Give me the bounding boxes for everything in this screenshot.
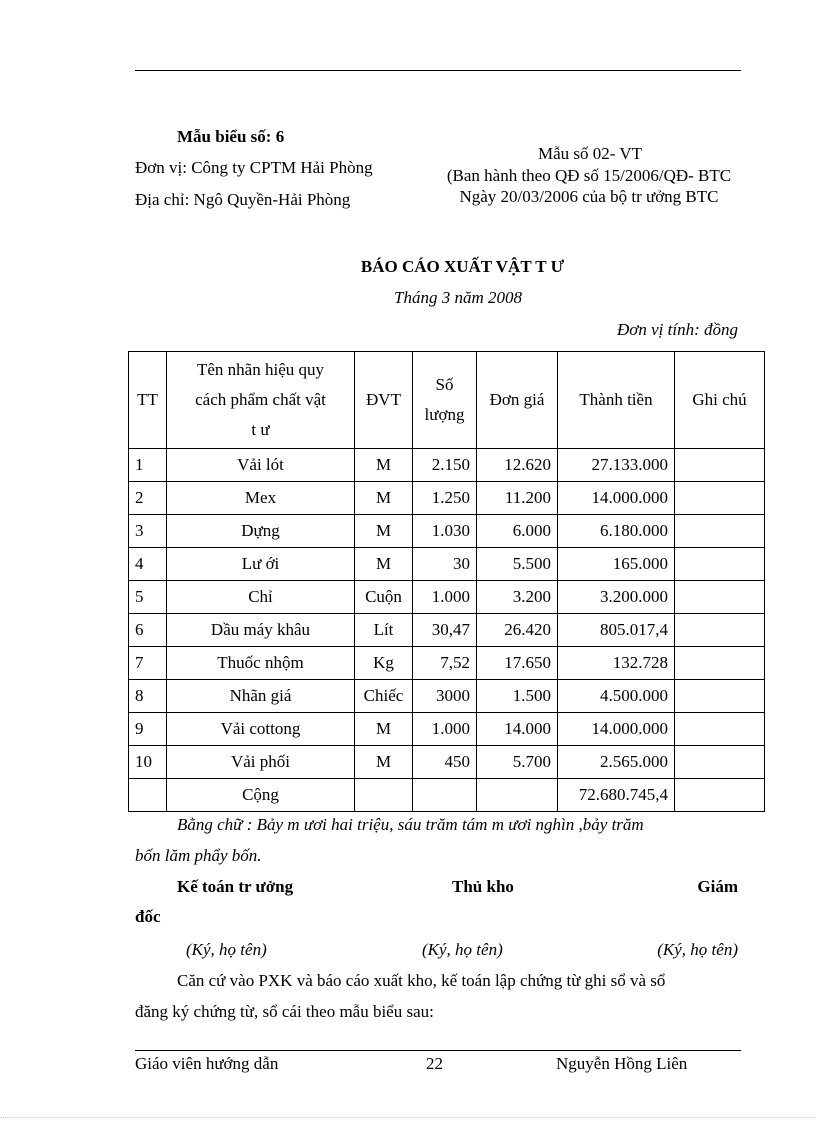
unit-line: Đơn vị: Công ty CPTM Hải Phòng xyxy=(135,158,373,177)
table-row xyxy=(129,647,765,680)
footer-author: Nguyễn Hồng Liên xyxy=(556,1054,688,1073)
cell-name: Lư ới xyxy=(167,548,355,581)
cell-note xyxy=(675,647,765,680)
cell-amount: 14.000.000 xyxy=(558,482,675,515)
cell-name: Dựng xyxy=(167,515,355,548)
cell-qty: 7,52 xyxy=(413,647,477,680)
total-amount: 72.680.745,4 xyxy=(558,779,675,812)
cell-amount: 14.000.000 xyxy=(558,713,675,746)
footer-page-number: 22 xyxy=(426,1054,443,1073)
table-row xyxy=(129,449,765,482)
cell-amount: 165.000 xyxy=(558,548,675,581)
cell-amount: 2.565.000 xyxy=(558,746,675,779)
cell-price: 5.500 xyxy=(477,548,558,581)
cell-note xyxy=(675,482,765,515)
cell-note xyxy=(675,515,765,548)
header-amount: Thành tiền xyxy=(558,352,675,449)
sign-note-2: (Ký, họ tên) xyxy=(422,940,503,959)
cell-qty: 450 xyxy=(413,746,477,779)
cell-name: Vải lót xyxy=(167,449,355,482)
cell-name: Vải cottong xyxy=(167,713,355,746)
cell-name: Chỉ xyxy=(167,581,355,614)
cell-qty: 3000 xyxy=(413,680,477,713)
cell-amount: 6.180.000 xyxy=(558,515,675,548)
header-tt: TT xyxy=(129,352,167,449)
cell-amount: 27.133.000 xyxy=(558,449,675,482)
header-name: Tên nhãn hiệu quy cách phẩm chất vật t ư xyxy=(167,352,355,449)
sign-note-3: (Ký, họ tên) xyxy=(657,940,738,959)
cell-unit: M xyxy=(355,548,413,581)
cell-tt: 1 xyxy=(129,449,167,482)
cell-note xyxy=(675,581,765,614)
cell-tt: 9 xyxy=(129,713,167,746)
total-empty-unit xyxy=(355,779,413,812)
cell-qty: 30 xyxy=(413,548,477,581)
cell-note xyxy=(675,680,765,713)
table-row xyxy=(129,713,765,746)
total-empty-tt xyxy=(129,779,167,812)
cell-price: 6.000 xyxy=(477,515,558,548)
chief-accountant-label: Kế toán tr ưởng xyxy=(177,877,294,896)
cell-price: 1.500 xyxy=(477,680,558,713)
total-empty-note xyxy=(675,779,765,812)
paragraph-line-2: đăng ký chứng từ, sổ cái theo mẫu biểu sau: xyxy=(135,1002,434,1021)
header-qty: Số lượng xyxy=(413,352,477,449)
form-title: Mẫu biểu số: 6 xyxy=(177,127,285,146)
report-period: Tháng 3 năm 2008 xyxy=(394,288,522,307)
cell-unit: M xyxy=(355,713,413,746)
cell-price: 17.650 xyxy=(477,647,558,680)
decree-line-2: Ngày 20/03/2006 của bộ tr ưởng BTC xyxy=(459,187,719,206)
cell-amount: 805.017,4 xyxy=(558,614,675,647)
cell-name: Dầu máy khâu xyxy=(167,614,355,647)
sign-note-1: (Ký, họ tên) xyxy=(186,940,267,959)
cell-tt: 7 xyxy=(129,647,167,680)
table-row xyxy=(129,680,765,713)
cell-price: 5.700 xyxy=(477,746,558,779)
cell-unit: Chiếc xyxy=(355,680,413,713)
total-empty-price xyxy=(477,779,558,812)
cell-note xyxy=(675,548,765,581)
paragraph-line-1: Căn cứ vào PXK và báo cáo xuất kho, kế toán lập chứng từ ghi sổ và sổ xyxy=(177,971,666,990)
report-title: BÁO CÁO XUẤT VẬT T Ư xyxy=(360,257,565,276)
table-row xyxy=(129,614,765,647)
cell-tt: 10 xyxy=(129,746,167,779)
header-price: Đơn giá xyxy=(477,352,558,449)
cell-qty: 1.000 xyxy=(413,581,477,614)
cell-unit: Kg xyxy=(355,647,413,680)
header-note: Ghi chú xyxy=(675,352,765,449)
director-label-1: Giám xyxy=(697,877,738,896)
director-label-2: đốc xyxy=(135,907,161,926)
form-number: Mẫu số 02- VT xyxy=(537,144,643,163)
cell-price: 14.000 xyxy=(477,713,558,746)
currency-unit: Đơn vị tính: đồng xyxy=(617,320,738,339)
cell-note xyxy=(675,746,765,779)
cell-amount: 132.728 xyxy=(558,647,675,680)
cell-name: Mex xyxy=(167,482,355,515)
table-row xyxy=(129,581,765,614)
table-header-row xyxy=(129,352,765,449)
total-empty-qty xyxy=(413,779,477,812)
cell-tt: 5 xyxy=(129,581,167,614)
cell-price: 11.200 xyxy=(477,482,558,515)
cell-unit: M xyxy=(355,482,413,515)
cell-qty: 1.250 xyxy=(413,482,477,515)
cell-qty: 30,47 xyxy=(413,614,477,647)
cell-note xyxy=(675,449,765,482)
cell-tt: 3 xyxy=(129,515,167,548)
cell-qty: 1.030 xyxy=(413,515,477,548)
cell-unit: Lít xyxy=(355,614,413,647)
total-row xyxy=(129,779,765,812)
cell-unit: Cuộn xyxy=(355,581,413,614)
material-report-table xyxy=(128,351,765,812)
cell-note xyxy=(675,713,765,746)
table-row xyxy=(129,548,765,581)
cell-unit: M xyxy=(355,515,413,548)
cell-qty: 2.150 xyxy=(413,449,477,482)
cell-unit: M xyxy=(355,746,413,779)
cell-amount: 3.200.000 xyxy=(558,581,675,614)
cell-price: 3.200 xyxy=(477,581,558,614)
table-row xyxy=(129,482,765,515)
address-line: Địa chỉ: Ngô Quyền-Hải Phòng xyxy=(135,190,351,209)
cell-name: Thuốc nhộm xyxy=(167,647,355,680)
storekeeper-label: Thủ kho xyxy=(452,877,514,896)
decree-line-1: (Ban hành theo QĐ số 15/2006/QĐ- BTC xyxy=(446,166,732,185)
cell-amount: 4.500.000 xyxy=(558,680,675,713)
cell-tt: 4 xyxy=(129,548,167,581)
header-rule xyxy=(135,70,741,71)
table-row xyxy=(129,515,765,548)
footer-rule xyxy=(135,1050,741,1051)
cell-tt: 6 xyxy=(129,614,167,647)
cell-name: Nhãn giá xyxy=(167,680,355,713)
cell-note xyxy=(675,614,765,647)
cell-price: 26.420 xyxy=(477,614,558,647)
cell-price: 12.620 xyxy=(477,449,558,482)
cell-name: Vải phối xyxy=(167,746,355,779)
cell-tt: 8 xyxy=(129,680,167,713)
cell-qty: 1.000 xyxy=(413,713,477,746)
page-bottom-edge xyxy=(0,1117,816,1118)
amount-in-words-line-1: Bằng chữ : Bảy m ươi hai triệu, sáu trăm tám m ươi nghìn ,bảy trăm xyxy=(177,815,644,834)
header-unit: ĐVT xyxy=(355,352,413,449)
total-label: Cộng xyxy=(167,779,355,812)
table-row xyxy=(129,746,765,779)
cell-tt: 2 xyxy=(129,482,167,515)
cell-unit: M xyxy=(355,449,413,482)
footer-instructor: Giáo viên hướng dẫn xyxy=(135,1054,279,1073)
amount-in-words-line-2: bốn lăm phẩy bốn. xyxy=(135,846,262,865)
